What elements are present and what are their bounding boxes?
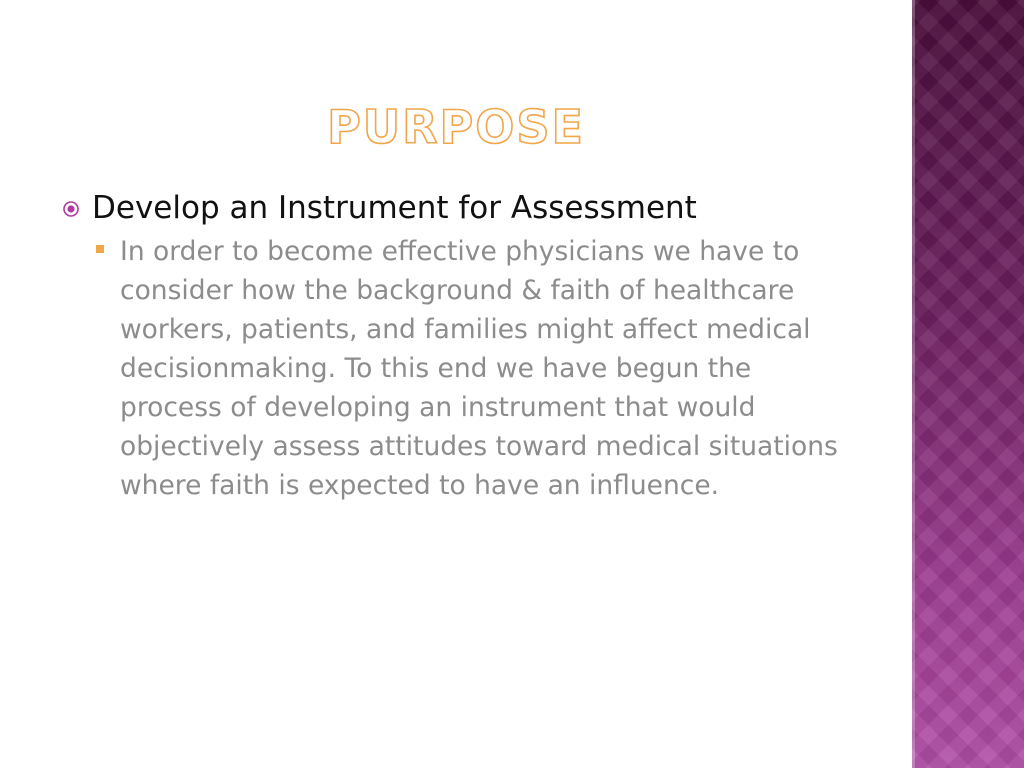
decorative-side-panel [912,0,1024,768]
slide-content [62,188,852,505]
bullet-item [62,188,852,228]
square-bullet-icon [96,232,120,253]
slide-title: PURPOSE [327,100,585,154]
bullet-text: Develop an Instrument for Assessment [92,190,697,226]
subbullet-item [96,232,852,505]
target-bullet-icon [62,200,92,218]
subbullet-text: In order to become effective physicians we have to consider how the background & faith of healthcare workers, patients, and families might affect medical decisionmaking. To this end we have begun the process of developing an instrument that would objectively assess attitudes toward medical situations where faith is expected to have an influence. [120,236,838,501]
